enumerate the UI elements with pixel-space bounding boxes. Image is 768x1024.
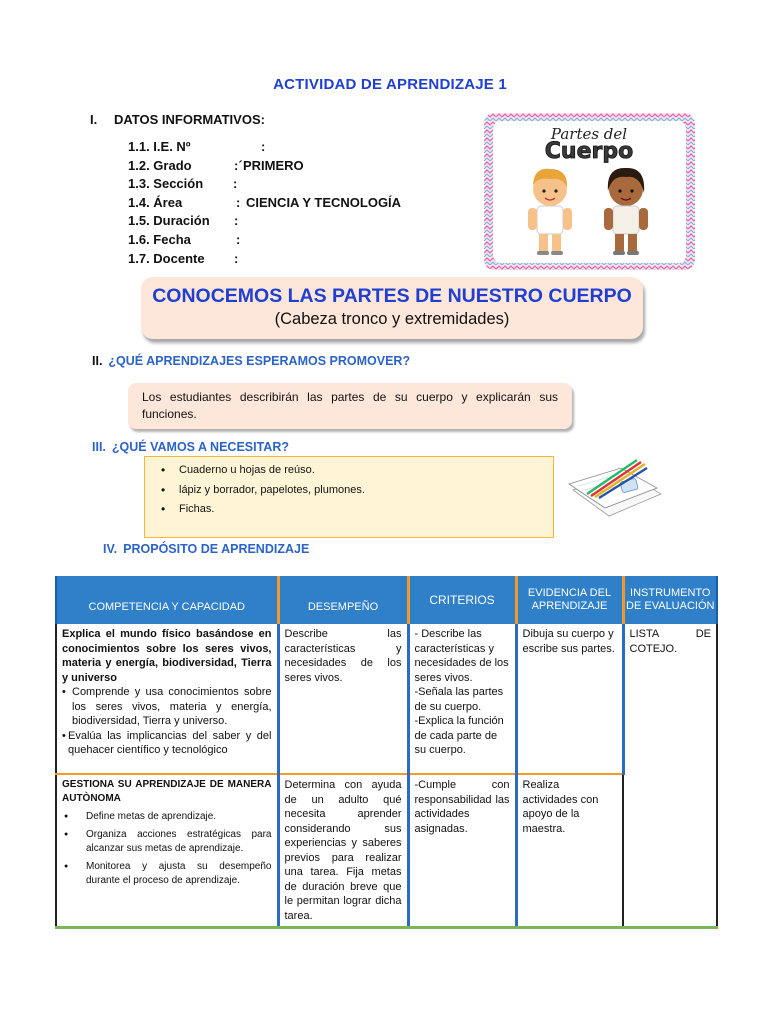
capacidad-item: • Evalúa las implicancias del saber y del quehacer científico y tecnológico bbox=[62, 729, 272, 758]
header-competencia: COMPETENCIA Y CAPACIDAD bbox=[56, 576, 278, 624]
criterios-cell: -Cumple con responsabilidad las actividades asignadas. bbox=[408, 774, 516, 928]
info-row-area: 1.4. Área : CIENCIA Y TECNOLOGÍA bbox=[128, 194, 402, 210]
table-header-row bbox=[56, 576, 717, 624]
info-row-docente: 1.7. Docente : bbox=[128, 250, 239, 266]
topic-banner bbox=[141, 277, 643, 339]
criterios-cell bbox=[408, 624, 516, 774]
page-title: ACTIVIDAD DE APRENDIZAJE 1 bbox=[273, 76, 507, 93]
section-label: ¿QUÉ APRENDIZAJES ESPERAMOS PROMOVER? bbox=[108, 354, 411, 368]
cover-title-line1: Partes del bbox=[550, 125, 628, 143]
capacidad-item: ● Monitorea y ajusta su desempeño durante el proceso de aprendizaje. bbox=[62, 860, 272, 888]
desempeno-cell: Describe las características y necesidades de los seres vivos. bbox=[278, 624, 408, 774]
section-label: PROPÓSITO DE APRENDIZAJE bbox=[123, 542, 310, 556]
header-criterios: CRITERIOS bbox=[408, 576, 516, 624]
table-row bbox=[56, 774, 717, 928]
info-list bbox=[128, 138, 402, 268]
capacidad-item: ● Organiza acciones estratégicas para alcanzar sus metas de aprendizaje. bbox=[62, 828, 272, 856]
header-evidencia: EVIDENCIA DEL APRENDIZAJE bbox=[516, 576, 623, 624]
criterio-item: - Describe las características y necesidades de los seres vivos. bbox=[414, 628, 509, 684]
section-number: I. bbox=[90, 112, 98, 127]
info-row-fecha: 1.6. Fecha : bbox=[128, 231, 241, 247]
section-number: II. bbox=[92, 354, 103, 368]
pencils-papers-illustration bbox=[565, 450, 665, 522]
table-row bbox=[56, 624, 717, 774]
list-item: • Cuaderno u hojas de reúso. bbox=[155, 461, 543, 481]
competencia-title: Explica el mundo físico basándose en conocimientos sobre los seres vivos, materia y energía, biodiversidad, Tierra y universo bbox=[62, 628, 272, 684]
criterio-item: -Explica la función de cada parte de su cuerpo. bbox=[414, 715, 504, 756]
capacidad-item: • Comprende y usa conocimientos sobre los seres vivos, materia y energía, biodiversidad, Tierra y universo. bbox=[62, 685, 272, 729]
info-row-duracion: 1.5. Duración : bbox=[128, 213, 239, 229]
desempeno-cell: Determina con ayuda de un adulto qué necesita aprender considerando sus experiencias y saberes previos para realizar una tarea. Fija metas de duración breve que le permitan lograr dicha tarea. bbox=[278, 774, 408, 928]
evidencia-cell: Dibuja su cuerpo y escribe sus partes. bbox=[516, 624, 623, 774]
section-label: DATOS INFORMATIVOS: bbox=[114, 112, 265, 127]
header-instrumento: INSTRUMENTO DE EVALUACIÓN bbox=[623, 576, 717, 624]
section-aprendizajes bbox=[92, 354, 410, 368]
competencia-cell bbox=[56, 774, 278, 928]
section-necesitar bbox=[92, 440, 289, 454]
info-row-ie: 1.1. I.E. Nº : bbox=[128, 139, 266, 154]
evidencia-cell: Realiza actividades con apoyo de la maestra. bbox=[516, 774, 623, 928]
cover-title-line2: Cuerpo bbox=[544, 139, 634, 164]
info-row-seccion: 1.3. Sección : bbox=[128, 176, 238, 192]
banner-subtitle: (Cabeza tronco y extremidades) bbox=[274, 310, 510, 328]
info-row-grado: 1.2. Grado :´ PRIMERO bbox=[128, 157, 304, 173]
section-datos-informativos bbox=[90, 112, 265, 127]
header-desempeno: DESEMPEÑO bbox=[278, 576, 408, 624]
materials-list bbox=[155, 461, 543, 520]
body-parts-cover-illustration bbox=[484, 113, 695, 270]
learning-purpose-table bbox=[55, 576, 718, 929]
instrumento-cell: LISTA DE COTEJO. bbox=[623, 624, 717, 928]
criterio-item: -Señala las partes de su cuerpo. bbox=[414, 686, 504, 713]
learning-expectation-box: Los estudiantes describirán las partes de su cuerpo y explicarán sus funciones. bbox=[128, 383, 572, 429]
list-item: • Fichas. bbox=[155, 500, 543, 520]
section-label: ¿QUÉ VAMOS A NECESITAR? bbox=[111, 440, 289, 454]
cover-svg bbox=[484, 113, 695, 270]
banner-title: CONOCEMOS LAS PARTES DE NUESTRO CUERPO bbox=[152, 285, 632, 307]
list-item: • lápiz y borrador, papelotes, plumones. bbox=[155, 481, 543, 501]
capacidad-item: ● Define metas de aprendizaje. bbox=[62, 810, 272, 824]
section-proposito bbox=[103, 542, 309, 556]
section-number: III. bbox=[92, 440, 106, 454]
competencia-title: GESTIONA SU APRENDIZAJE DE MANERA AUTÒNOMA bbox=[62, 779, 272, 804]
materials-box bbox=[144, 456, 554, 538]
section-number: IV. bbox=[103, 542, 118, 556]
competencia-cell bbox=[56, 624, 278, 774]
